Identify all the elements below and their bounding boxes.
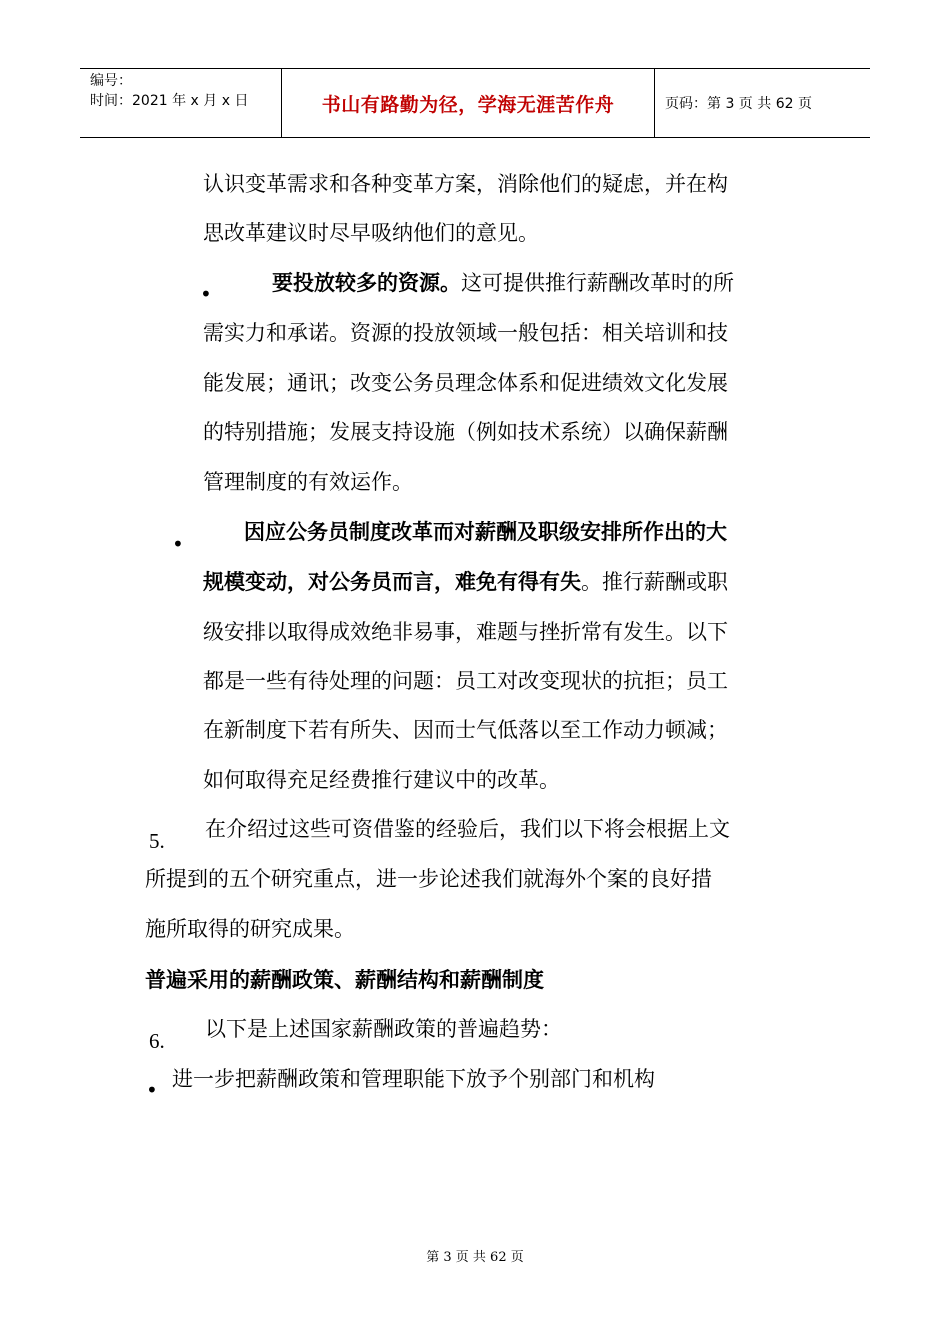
bold-lead: 因应公务员制度改革而对薪酬及职级安排所作出的大 xyxy=(244,520,727,544)
paragraph-text: 。推行薪酬或职 xyxy=(581,570,728,594)
page-footer: 第 3 页 共 62 页 xyxy=(426,1250,524,1265)
paragraph-line: 在新制度下若有所失、因而士气低落以至工作动力顿减； xyxy=(203,718,728,742)
paragraph-line: 施所取得的研究成果。 xyxy=(145,917,355,941)
paragraph-line: 如何取得充足经费推行建议中的改革。 xyxy=(203,768,560,792)
paragraph-line: 所提到的五个研究重点，进一步论述我们就海外个案的良好措 xyxy=(145,867,712,891)
section-heading: 普遍采用的薪酬政策、薪酬结构和薪酬制度 xyxy=(145,968,544,992)
paragraph-text: 这可提供推行薪酬改革时的所 xyxy=(461,271,734,295)
paragraph-line: 能发展；通讯；改变公务员理念体系和促进绩效文化发展 xyxy=(203,371,728,395)
paragraph-line: 在介绍过这些可资借鉴的经验后，我们以下将会根据上文 xyxy=(205,817,730,841)
document-number: 编号： xyxy=(90,73,132,89)
header-meta xyxy=(80,69,282,137)
paragraph-line: 管理制度的有效运作。 xyxy=(203,470,413,494)
bullet-dot: • xyxy=(172,532,184,556)
bullet-dot: • xyxy=(200,282,212,306)
bold-lead: 要投放较多的资源。 xyxy=(272,271,461,295)
paragraph-line: 级安排以取得成效绝非易事，难题与挫折常有发生。以下 xyxy=(203,620,728,644)
paragraph-line: 需实力和承诺。资源的投放领域一般包括：相关培训和技 xyxy=(203,321,728,345)
paragraph-line: 都是一些有待处理的问题：员工对改变现状的抗拒；员工 xyxy=(203,669,728,693)
paragraph-line: 思改革建议时尽早吸纳他们的意见。 xyxy=(203,221,539,245)
bullet-item-changes xyxy=(203,558,728,608)
paragraph-line: 认识变革需求和各种变革方案，消除他们的疑虑，并在构 xyxy=(203,172,728,196)
item-number: 6. xyxy=(149,1029,165,1053)
header-motto: 书山有路勤为径，学海无涯苦作舟 xyxy=(282,69,655,137)
bullet-item-decentralize: 进一步把薪酬政策和管理职能下放予个别部门和机构 xyxy=(172,1067,655,1091)
item-number: 5. xyxy=(149,829,165,853)
bold-lead: 规模变动，对公务员而言，难免有得有失 xyxy=(203,570,581,594)
paragraph-line: 以下是上述国家薪酬政策的普遍趋势： xyxy=(205,1017,562,1041)
paragraph-line: 的特别措施；发展支持设施（例如技术系统）以确保薪酬 xyxy=(203,420,728,444)
page-header xyxy=(80,68,870,138)
bullet-item-resources xyxy=(272,259,734,309)
document-date: 时间：2021 年 x 月 x 日 xyxy=(90,93,249,109)
header-page-info: 页码：第 3 页 共 62 页 xyxy=(665,96,812,112)
bullet-dot: • xyxy=(146,1078,158,1102)
